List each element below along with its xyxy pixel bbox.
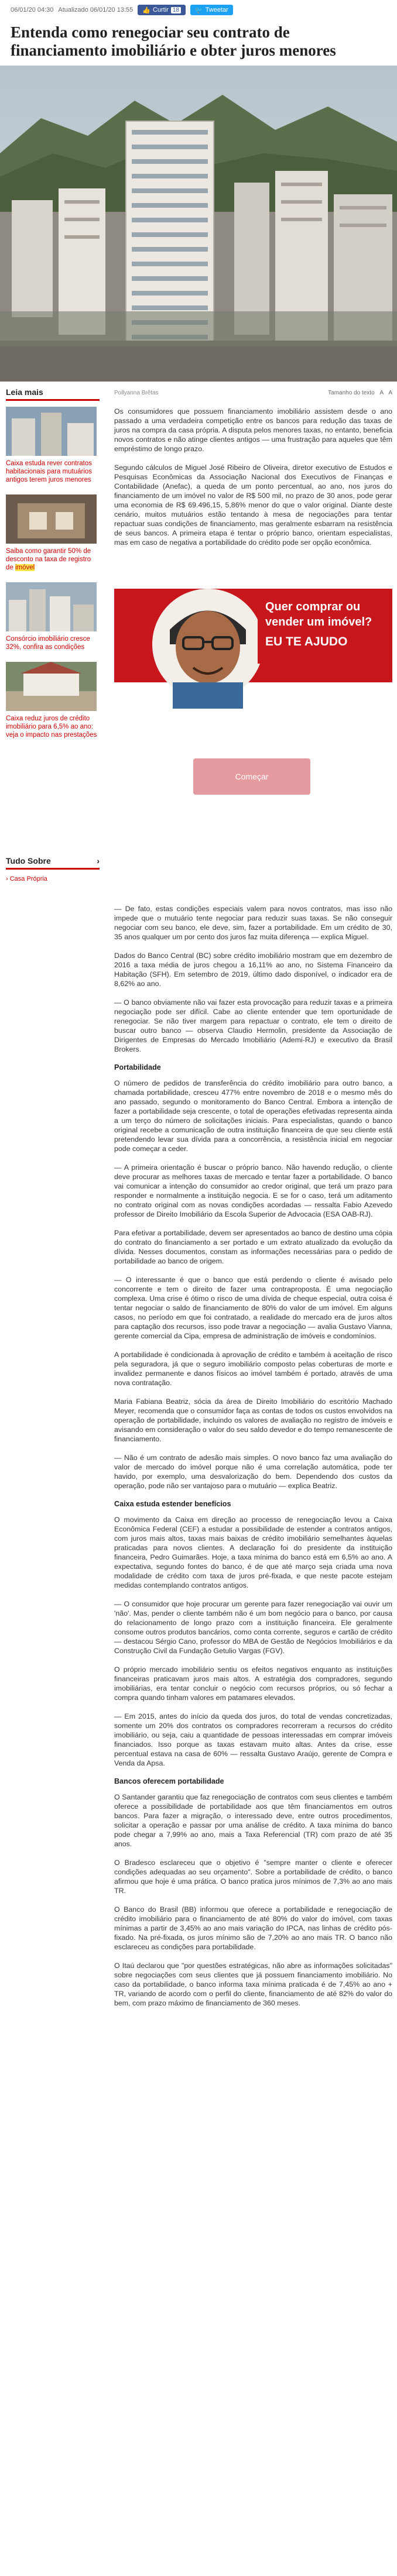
promo-widget: [114, 557, 392, 890]
tudo-sobre-tag-label: Casa Própria: [9, 875, 47, 882]
sidebar-item[interactable]: [6, 407, 100, 484]
facebook-icon: 👍: [142, 6, 150, 14]
facebook-like-button[interactable]: [138, 5, 186, 15]
article-paragraph: — O banco obviamente não vai fazer esta provocação para reduzir taxas e a primeira negociação pode ser difícil. Cabe ao cliente entender que tem oportunidade de renegociar. Se não tiver margem para repactuar o contrato, ele tem o direito de buscar outro banco — observa Claudio Hermolin, presidente da Associação de Dirigentes de Empresas do Mercado Imobiliário (Ademi-RJ) e executivo da Brasil Brokers.: [114, 998, 392, 1053]
article-meta-bar: [0, 0, 397, 20]
article-paragraph: — Em 2015, antes do início da queda dos juros, do total de vendas concretizadas, somente um 20% dos contratos os compradores recorreram a recursos do crédito imobiliário, ou seja, caiu a quantidade de pessoas interessadas em comprar imóveis financiados. Isso porque as taxas estavam muito altas. Antes da crise, esse percentual estava na casa de 60% — ressalta Gustavo Araújo, gerente de Compra e Venda da Apsa.: [114, 1712, 392, 1767]
article-paragraph: O Itaú declarou que "por questões estratégicas, não abre as informações solicitadas" sobre negociações com seus clientes que já possuem financiamento imobiliário. No caso da portabilidade, o banco informa taxa mínima praticada é de 7,45% ao ano + TR, variando de acordo com o perfil do cliente, financiamento de até 82% do valor do bem, com prazo máximo de financiamento de 360 meses.: [114, 1962, 392, 2007]
date-updated: Atualizado 06/01/20 13:55: [58, 6, 134, 13]
promo-banner: [114, 557, 392, 709]
tudo-sobre-tag-link[interactable]: [6, 875, 100, 882]
sidebar-caption-text: Saiba como garantir 50% de desconto na taxa de registro de: [6, 548, 91, 571]
sidebar-thumbnail: [6, 407, 97, 456]
facebook-like-label: Curtir: [152, 6, 169, 13]
article-paragraph: Segundo cálculos de Miguel José Ribeiro de Oliveira, diretor executivo de Estudos e Pesquisas Econômicas da Associação Nacional dos Executivos de Finanças e Contabilidade (Anefac), a queda de um ponto percentual, ao ano, nos juros do financiamento de um imóvel no valor de R$ 500 mil, no prazo de 30 anos, pode gerar uma economia de R$ 69.496,15, 5,86% menor do que o valor original. Diante deste cenário, muitos mutuários estão tentando à mesa de negociações para tentar repactuar suas condições de financiamento, mas geralmente esbarram na resistência de seus bancos. A primeira etapa é tentar o próprio banco, orientam especialistas, mas em caso de negativa a portabilidade do crédito pode ser opção econômica.: [114, 463, 392, 547]
article-paragraph: A portabilidade é condicionada à aprovação de crédito e também à aceitação de risco pela seguradora, já que o seguro imobiliário composto pelas coberturas de morte e invalidez permanente e danos físicos ao imóvel também é portado, através de uma nova contratação.: [114, 1351, 392, 1387]
sidebar-item[interactable]: [6, 582, 100, 651]
date-published: 06/01/20 04:30: [11, 6, 54, 13]
article-body: [114, 387, 392, 2017]
sidebar-thumbnail: [6, 662, 97, 711]
sidebar-item-caption[interactable]: Consórcio imobiliário cresce 32%, confira as condições: [6, 636, 90, 651]
article-paragraph: — O consumidor que hoje procurar um gerente para fazer renegociação vai ouvir um 'não'. Mas, pender o cliente também não é um bom negócio para o banco, por causa do relacionamento de longo prazo com a instituição financeira. Ele geralmente consome outros produtos bancários, como conta corrente, seguros e cartão de crédito — destacou Sérgio Cano, professor do MBA de Gestão de Negócios Imobiliários e da Construção Civil da Fundação Getulio Vargas (FGV).: [114, 1600, 392, 1655]
section-heading: Caixa estuda estender benefícios: [114, 1500, 231, 1508]
tudo-sobre-box: [6, 856, 100, 882]
font-size-increase-button[interactable]: A: [388, 390, 392, 396]
article-paragraph: Para efetivar a portabilidade, devem ser apresentados ao banco de destino uma cópia do contrato do financiamento a ser portado e um extrato atualizado da evolução da dívida. Nesses documentos, constam as informações necessárias para o pedido de portabilidade ao banco de origem.: [114, 1229, 392, 1265]
sidebar-section-title: Leia mais: [6, 387, 100, 401]
promo-headline-line3: EU TE AJUDO: [265, 635, 348, 648]
sidebar-item-caption[interactable]: Caixa reduz juros de crédito imobiliário para 6,5% ao ano: veja o impacto nas prestações: [6, 715, 97, 739]
article-title: Entenda como renegociar seu contrato de financiamento imobiliário e obter juros menores: [11, 23, 336, 59]
article-paragraph: O número de pedidos de transferência do crédito imobiliário para outro banco, a chamada portabilidade, cresceu 477% entre novembro de 2018 e o mesmo mês do ano passado, segundo o monitoramento do Banco Central. Embora a intenção de fazer a portabilidade seja crescente, o total de operações efetivadas representa ainda a um terço do número de solicitações iniciais. Para especialistas, quando o banco original recebe a comunicação de outra instituição financeira de que seu cliente está pretendendo levar sua dívida para a concorrência, a resistência inicial em negociar pode começar a ceder.: [114, 1079, 392, 1153]
article-paragraph: O Banco do Brasil (BB) informou que oferece a portabilidade e renegociação de crédito imobiliário para o financiamento de até 80% do valor do imóvel, com taxas mínimas a partir de 3,45% ao ano mais variação do IPCA, nas linhas de crédito pós-fixado. Na pré-fixada, os juros mínimo são de 7,20% ao ano mais TR. O banco não esclareceu as condições para portabilidade.: [114, 1905, 392, 1951]
article-paragraph: — A primeira orientação é buscar o próprio banco. Não havendo redução, o cliente deve procurar as melhores taxas de mercado e tentar fazer a portabilidade. O banco vai comunicar a intenção do consumidor ao credor original, que terá um prazo para responder e normalmente a instituição negocia. E se for o caso, terá um aditamento no contrato original com as novas condições acordadas — ressalta Fabio Azevedo professor de Direito Imobiliário da Escola Superior de Advocacia (ESA OAB-RJ).: [114, 1163, 392, 1218]
article-paragraph: — O interessante é que o banco que está perdendo o cliente é avisado pelo concorrente e tem o direito de fazer uma contraproposta. É uma negociação complexa. Uma crise é ótimo o risco de uma dívida de cheque especial, outra coisa é tentar negociar o saldo de financiamento de 80% do valor de um imóvel. Em alguns casos, no período em que foi contratado, a realidade do mercado era de juros altos para captação dos recursos, isso pode travar a negociação — avalia Gustavo Vianna, gerente comercial da Cipa, empresa de administração de imóveis e condomínios.: [114, 1276, 392, 1340]
section-heading: Bancos oferecem portabilidade: [114, 1777, 224, 1785]
article-paragraph: — Não é um contrato de adesão mais simples. O novo banco faz uma avaliação do valor de mercado do imóvel porque não é uma correlação automática, pode ter havido, por exemplo, uma desvalorização do bem. Dependendo dos custos da operação, pode não ser vantajoso para o mutuário — explica Beatriz.: [114, 1454, 392, 1490]
article-byline-row: [114, 387, 392, 407]
sidebar-thumbnail: [6, 494, 97, 544]
article-paragraph: O Santander garantiu que faz renegociação de contratos com seus clientes e também oferece a possibilidade de portabilidade aos que têm financiamentos em outros bancos. Para fazer a migração, o interessado deve, entre outros procedimentos, solicitar a operação e passar por uma análise de crédito. A taxa mínima do banco pode chegar a 7,99% ao ano, mais a Taxa Referencial (TR) com prazo de até 35 anos.: [114, 1793, 392, 1848]
font-size-controls: [324, 390, 392, 396]
font-size-decrease-button[interactable]: A: [379, 390, 384, 396]
promo-headline-line2: vender um imóvel?: [265, 616, 372, 628]
chevron-down-icon[interactable]: ›: [97, 856, 100, 865]
hero-photo-graphic: [0, 66, 397, 382]
article-author: Pollyanna Brêtas: [114, 390, 159, 396]
article-paragraph: Dados do Banco Central (BC) sobre crédito imobiliário mostram que em dezembro de 2016 a taxa média de juros chegou a 16,11% ao ano, no Sistema Financeiro da Habitação (SFH). Em setembro de 2019, último dado disponível, o indicador era de 8,62% ao ano.: [114, 952, 392, 988]
sidebar-item[interactable]: [6, 662, 100, 739]
sidebar-thumbnail: [6, 582, 97, 631]
twitter-share-label: Tweetar: [205, 6, 228, 13]
facebook-like-count: 18: [171, 7, 181, 13]
sidebar-item-caption[interactable]: [6, 547, 100, 572]
sidebar-item[interactable]: [6, 494, 100, 572]
font-size-label: Tamanho do texto: [328, 390, 375, 396]
twitter-share-button[interactable]: [190, 5, 233, 15]
article-paragraph: O movimento da Caixa em direção ao processo de renegociação levou a Caixa Econômica Federal (CEF) a estudar a possibilidade de estender a contratos antigos, com juros mais altos, taxas mais baixas de crédito imobiliário semelhantes àquelas praticadas para novos clientes. A declaração foi do presidente da instituição financeira, Pedro Guimarães. Hoje, a taxa mínima do banco está em 6,5% ao ano. A expectativa, segundo fontes do banco, é de que até março seja criada uma nova modalidade de crédito com taxa de juros pré-fixada, e que neste pacote estejam medidas contemplando contratos antigos.: [114, 1516, 392, 1589]
twitter-icon: 🐦: [194, 6, 203, 14]
article-paragraph: Maria Fabiana Beatriz, sócia da área de Direito Imobiliário do escritório Machado Meyer, recomenda que o consumidor faça as contas de todos os custos envolvidos na operação de portabilidade, incluindo os valores de avaliação no registro de imóveis e avisando em consideração o valor do seu saldo devedor e do tempo remanescente de financiamento.: [114, 1397, 392, 1443]
sidebar-item-caption[interactable]: Caixa estuda rever contratos habitacionais para mutuários antigos terem juros menores: [6, 460, 93, 483]
sidebar: [6, 387, 100, 2017]
sidebar-caption-highlight: imóvel: [15, 564, 35, 571]
article-paragraph: O Bradesco esclareceu que o objetivo é "sempre manter o cliente e oferecer condições adequadas ao seu orçamento". Sobre a portabilidade de crédito, o banco afirmou que hoje é uma prática. O banco pratica juros mínimos de 7,3% ao ano mais TR.: [114, 1859, 392, 1895]
promo-headline-line1: Quer comprar ou: [265, 600, 361, 613]
article-paragraph: — De fato, estas condições especiais valem para novos contratos, mas isso não impede que o mutuário tente negociar para reduzir suas taxas. Se não conseguir negociar com seu banco, ele deve, sim, fazer a portabilidade. Em um crédito de 30, 35 anos qualquer um por cento dos juros faz muita diferença — explica Miguel.: [114, 905, 392, 941]
promo-start-button[interactable]: Começar: [193, 758, 310, 795]
tudo-sobre-title: Tudo Sobre: [6, 856, 51, 865]
article-paragraph: O próprio mercado imobiliário sentiu os efeitos negativos enquanto as instituições financeiras praticavam juros mais altos. A estratégia dos compradores, segundo imobiliárias, era tentar concluir o negócio com recursos próprios, ou só fechar a compra quando tinham valores em patamares elevados.: [114, 1665, 392, 1702]
section-heading: Portabilidade: [114, 1063, 161, 1071]
hero-photo: [0, 66, 397, 382]
bullet-icon: ›: [6, 875, 10, 882]
article-paragraph: Os consumidores que possuem financiamento imobiliário assistem desde o ano passado a uma verdadeira competição entre os bancos para redução das taxas de juros na compra da casa própria. A disputa pelos menores taxas, no entanto, beneficia novos contratos e não atinge clientes antigos — uma frustração para aqueles que têm empréstimo de longo prazo.: [114, 407, 392, 453]
